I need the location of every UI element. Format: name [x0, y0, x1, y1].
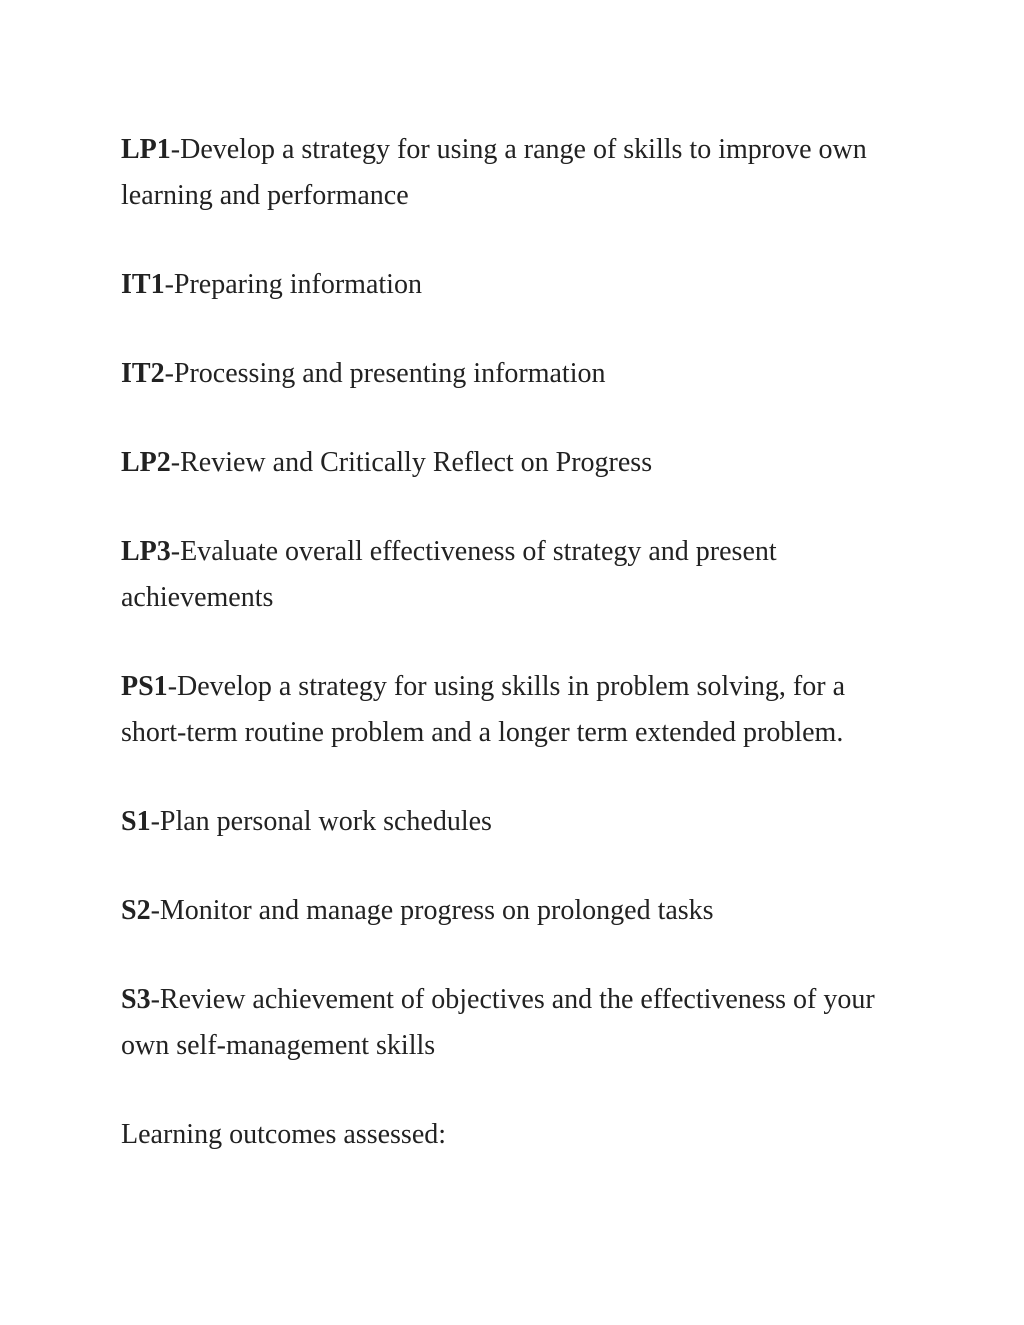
criterion-code: LP1	[121, 134, 171, 165]
criterion-s2	[121, 888, 901, 934]
criterion-lp2	[121, 440, 901, 486]
criterion-code: PS1	[121, 671, 168, 702]
criterion-description: -Evaluate overall effectiveness of strategy and present achievements	[121, 536, 777, 613]
criterion-description: -Monitor and manage progress on prolonged tasks	[150, 895, 714, 926]
criterion-code: S3	[121, 984, 151, 1015]
criterion-code: S2	[121, 895, 151, 926]
criterion-ps1	[121, 664, 901, 756]
criterion-description: -Plan personal work schedules	[150, 806, 492, 837]
criterion-code: IT1	[121, 269, 165, 300]
criterion-s3	[121, 977, 901, 1069]
criterion-description: -Develop a strategy for using skills in problem solving, for a short-term routine problem and a longer term extended problem.	[121, 671, 846, 748]
criterion-code: S1	[121, 806, 151, 837]
learning-outcomes-heading: Learning outcomes assessed:	[121, 1119, 447, 1150]
criterion-code: LP2	[121, 447, 171, 478]
criterion-it1	[121, 262, 901, 308]
criterion-s1	[121, 799, 901, 845]
document-body	[121, 127, 901, 1201]
criterion-code: LP3	[121, 536, 171, 567]
criterion-lp1	[121, 127, 901, 219]
criterion-description: -Review and Critically Reflect on Progress	[170, 447, 653, 478]
criterion-description: -Preparing information	[164, 269, 422, 300]
criterion-code: IT2	[121, 358, 165, 389]
criterion-description: -Develop a strategy for using a range of skills to improve own learning and performance	[121, 134, 867, 211]
criterion-lp3	[121, 529, 901, 621]
criterion-description: -Processing and presenting information	[164, 358, 606, 389]
criterion-description: -Review achievement of objectives and the effectiveness of your own self-management skills	[121, 984, 875, 1061]
criterion-it2	[121, 351, 901, 397]
